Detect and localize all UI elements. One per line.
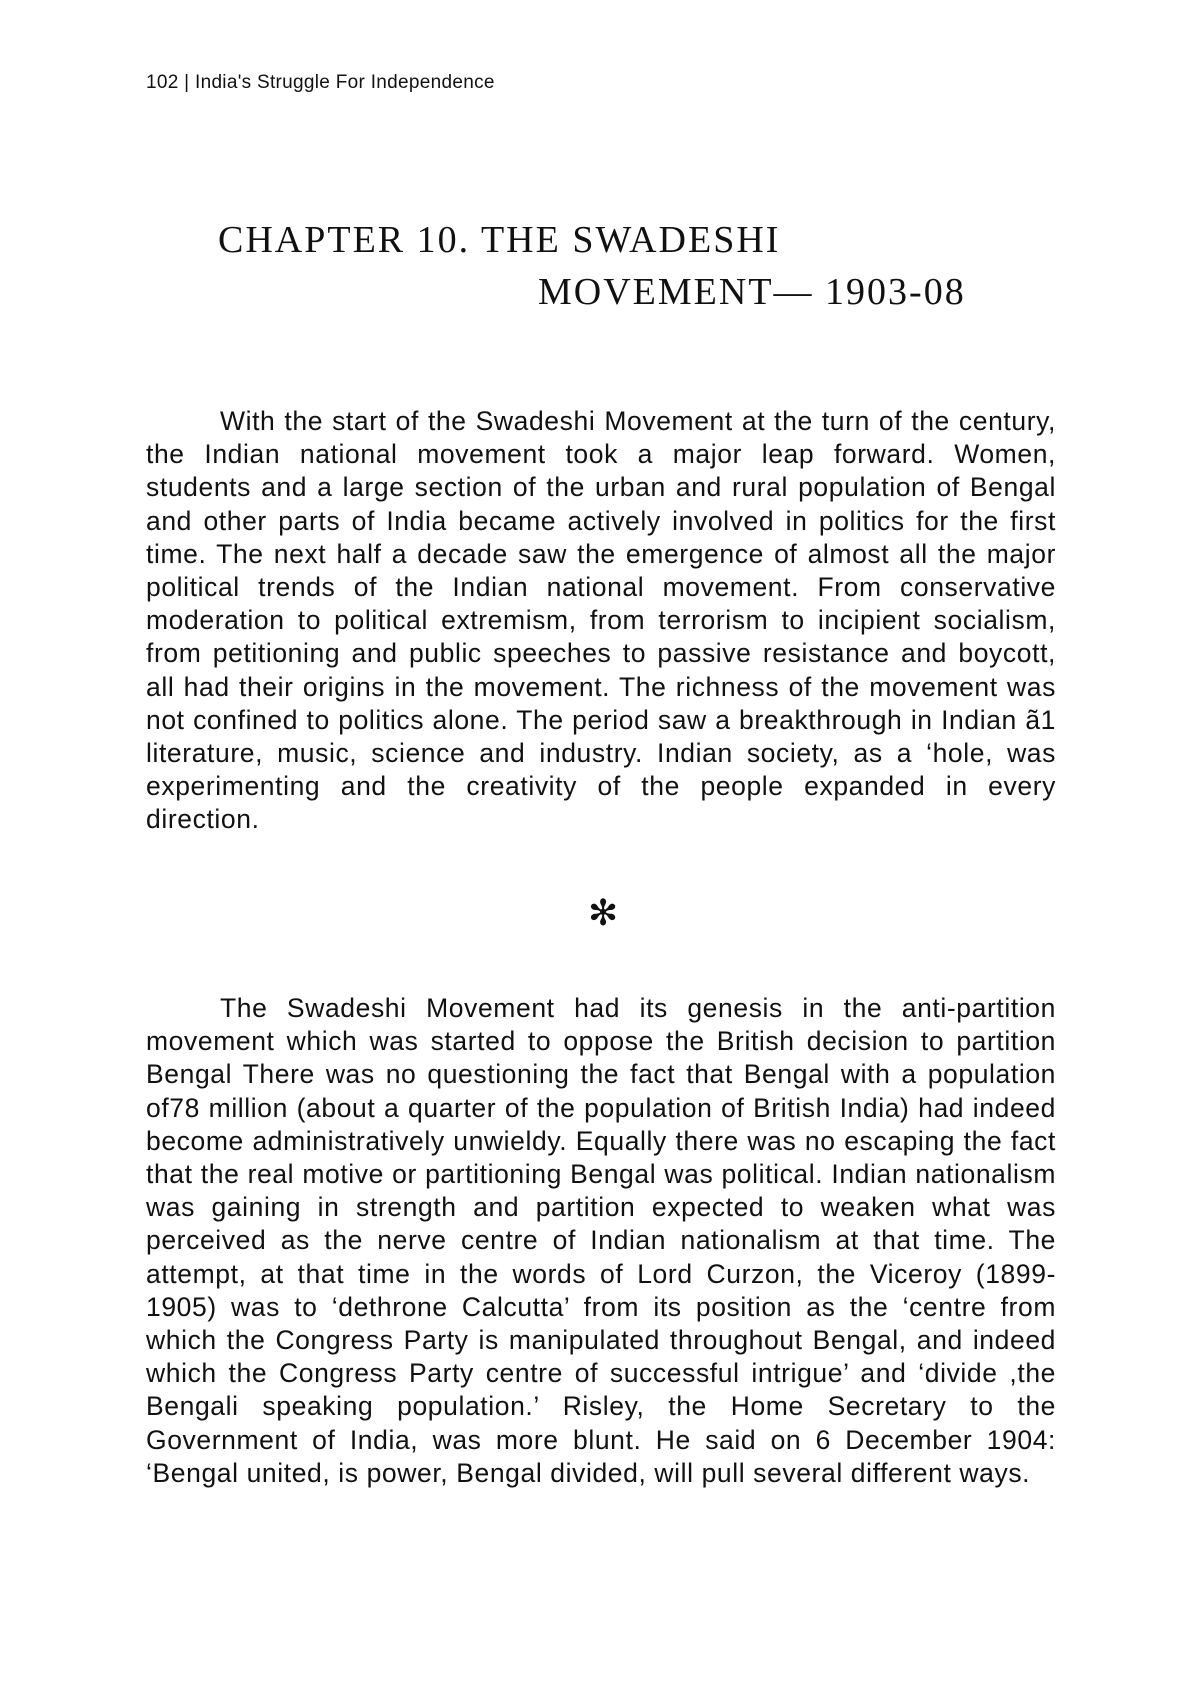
body-paragraph-2: The Swadeshi Movement had its genesis in the anti-partition movement which was started to oppose the British decision to partition Bengal There was no questioning the fact that Bengal with a population of78 million (about a quarter of the population of British India) had indeed become administratively unwieldy. Equally there was no escaping the fact that the real motive or partitioning Bengal was political. Indian nationalism was gaining in strength and partition expected to weaken what was perceived as the nerve centre of Indian nationalism at that time. The attempt, at that time in the words of Lord Curzon, the Viceroy (1899-1905) was to ‘dethrone Calcutta’ from its position as the ‘centre from which the Congress Party is manipulated throughout Bengal, and indeed which the Congress Party centre of successful intrigue’ and ‘divide ,the Bengali speaking population.’ Risley, the Home Secretary to the Government of India, was more blunt. He said on 6 December 1904: ‘Bengal united, is power, Bengal divided, will pull several different ways. bbox=[146, 993, 1056, 1488]
running-head: 102 | India's Struggle For Independence bbox=[146, 72, 495, 93]
body-paragraph-1: With the start of the Swadeshi Movement at the turn of the century, the Indian national movement took a major leap forward. Women, students and a large section of the urban and rural population of Bengal and other parts of India became actively involved in politics for the first time. The next half a decade saw the emergence of almost all the major political trends of the Indian national movement. From conservative moderation to political extremism, from terrorism to incipient socialism, from petitioning and public speeches to passive resistance and boycott, all had their origins in the movement. The richness of the movement was not confined to politics alone. The period saw a breakthrough in Indian ã1 literature, music, science and industry. Indian society, as a ‘hole, was experimenting and the creativity of the people expanded in every direction. bbox=[146, 406, 1056, 835]
chapter-title-line-1: CHAPTER 10. THE SWADESHI bbox=[218, 219, 781, 261]
section-break-asterisk-icon: ✻ bbox=[588, 893, 619, 934]
chapter-title-line-2: MOVEMENT— 1903-08 bbox=[538, 271, 966, 313]
